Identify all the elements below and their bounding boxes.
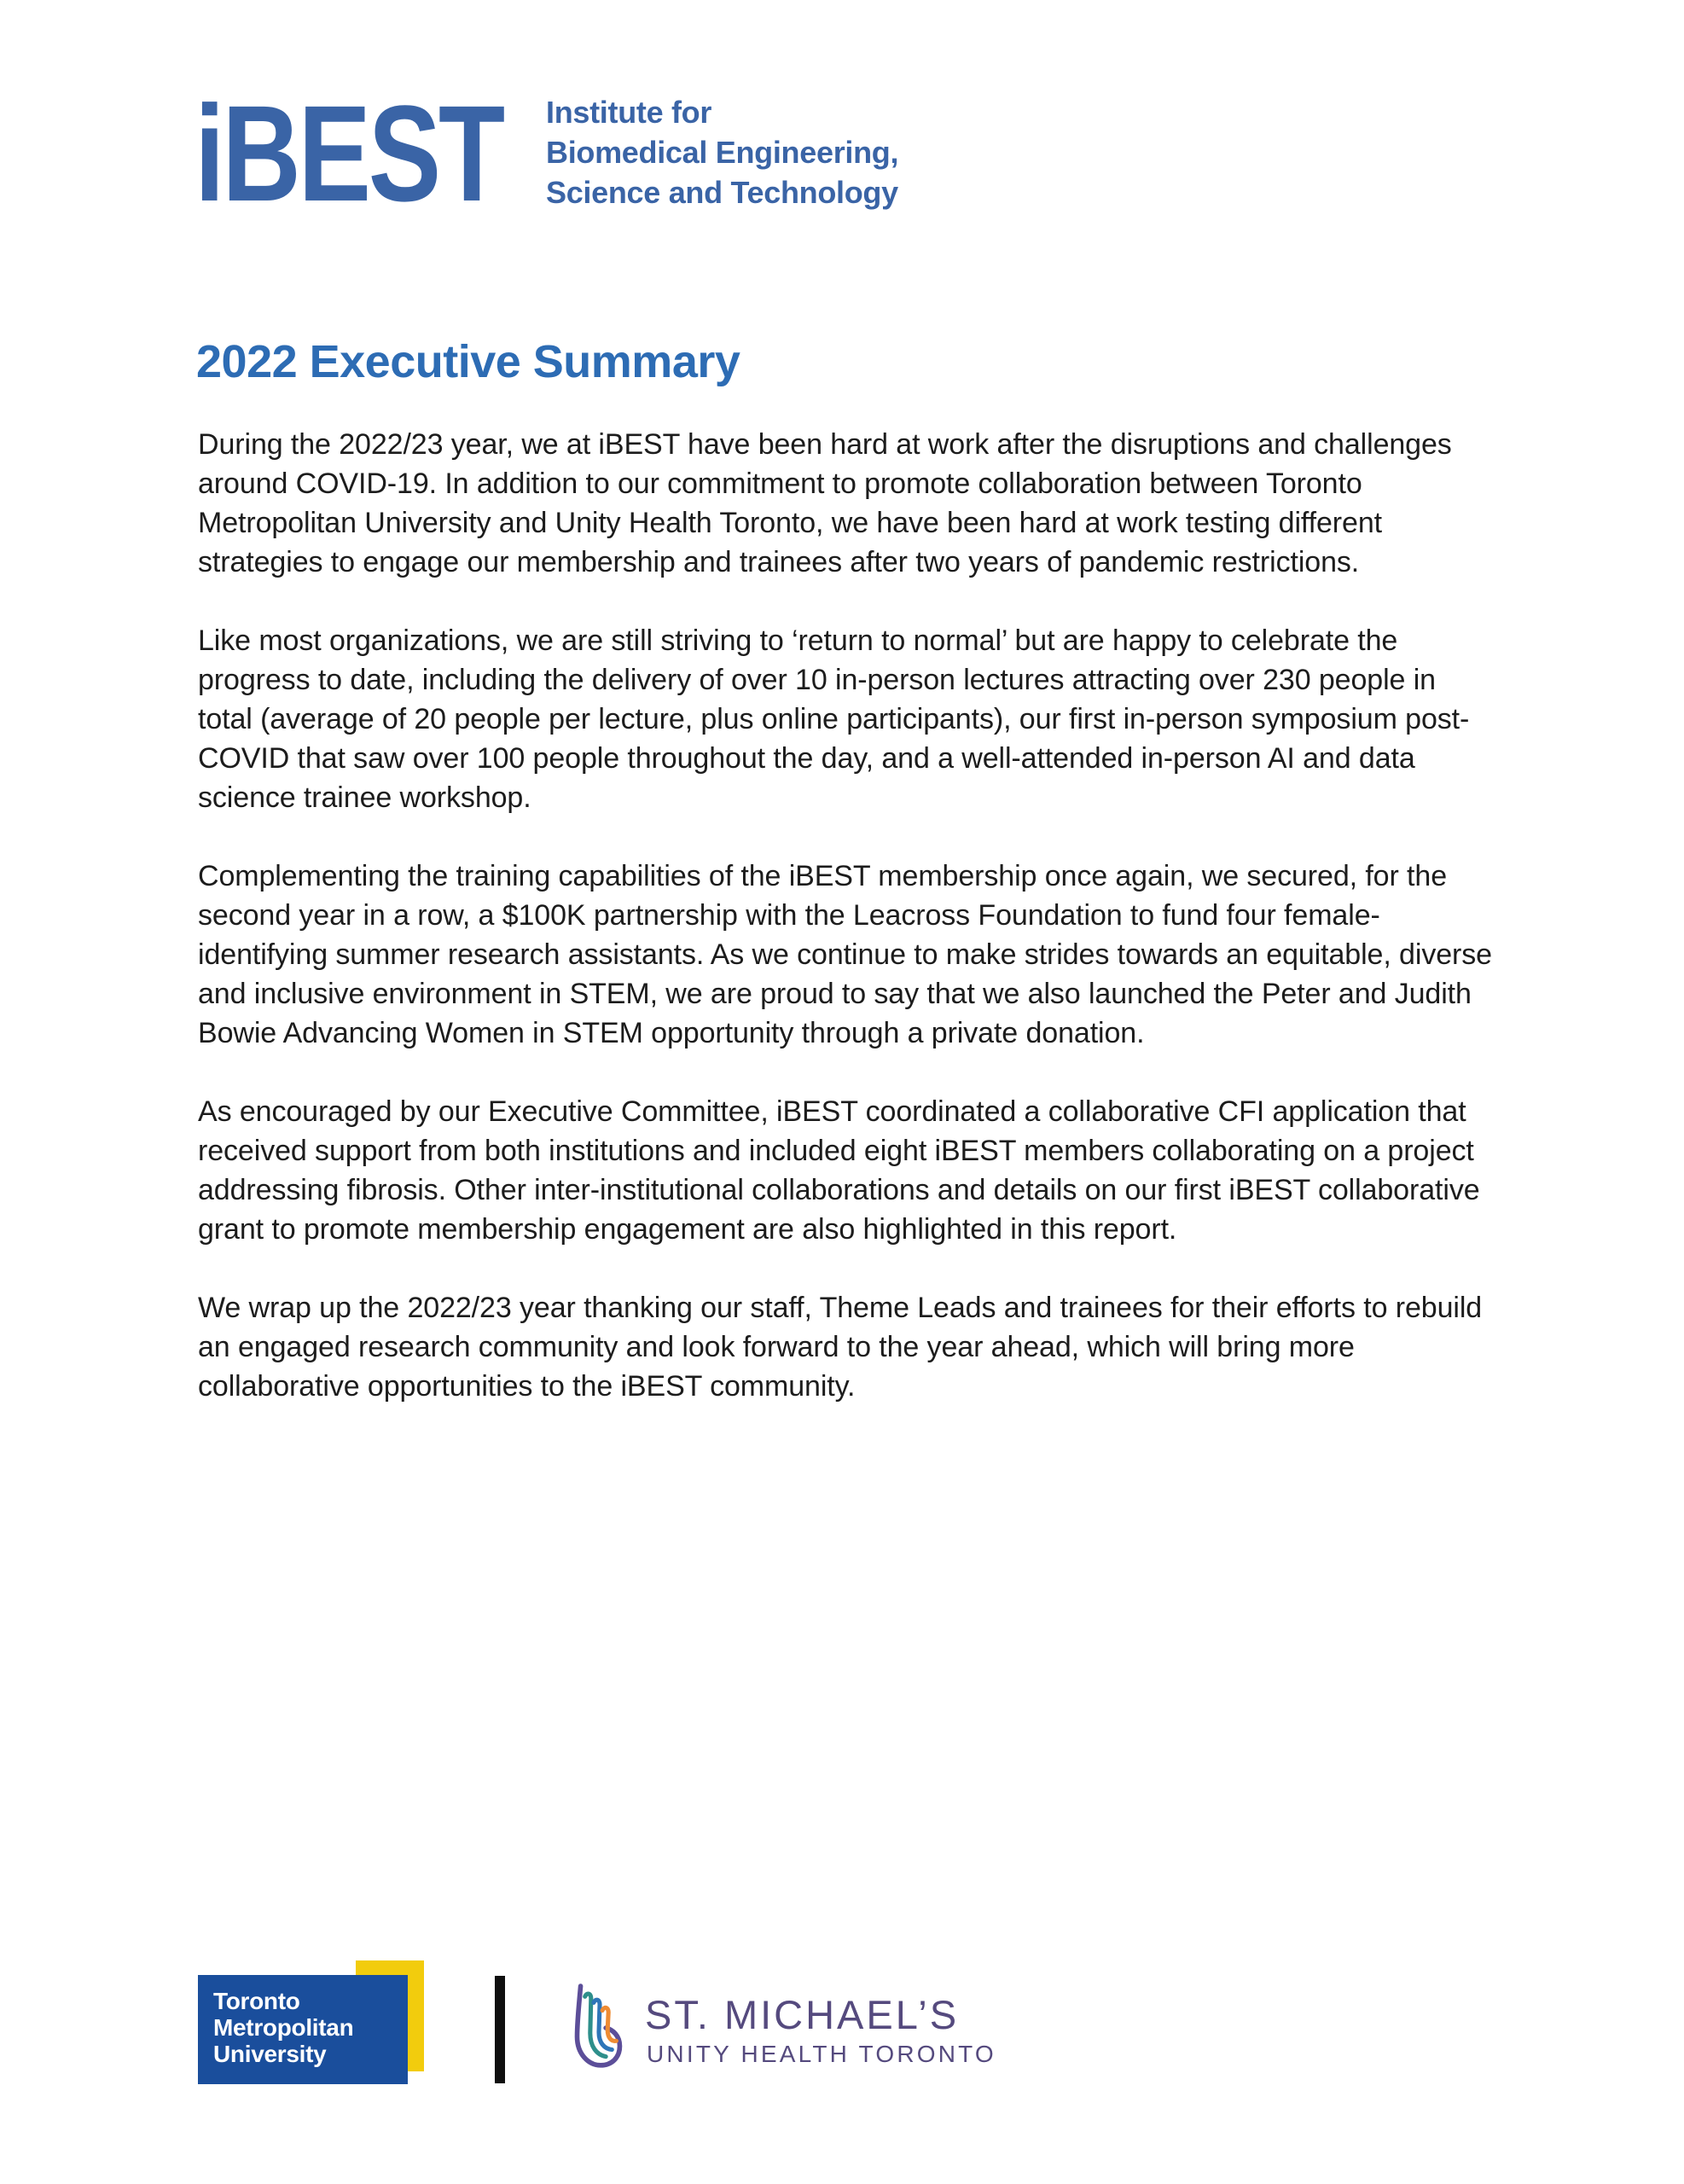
paragraph: We wrap up the 2022/23 year thanking our staff, Theme Leads and trainees for their efforts to rebuild an engaged research community and look forward to the year ahead, which will bring more collaborative opportunities to the iBEST community. [198,1292,1483,1403]
tmu-logo-line: Toronto [213,1988,300,2014]
tmu-logo-line: Metropolitan [213,2014,354,2041]
paragraph: During the 2022/23 year, we at iBEST have been hard at work after the disruptions and challenges around COVID-19. In addition to our commitment to promote collaboration between Toronto Metropolitan University and Unity Health Toronto, we have been hard at work testing different strategies to engage our membership and trainees after two years of pandemic restrictions. [198,428,1452,578]
tmu-logo [198,1975,408,2084]
ibest-logo-tagline [546,92,898,212]
tmu-logo-line: University [213,2041,327,2067]
st-michaels-logo-title: ST. MICHAEL’S [645,1992,960,2037]
st-michaels-droplet-icon [570,1984,628,2072]
ibest-logo-wordmark: iBEST [195,77,502,229]
tmu-logo-text [213,1988,408,2067]
paragraph: Complementing the training capabilities of the iBEST membership once again, we secured, for the second year in a row, a $100K partnership with the Leacross Foundation to fund four female-identifying summer research assistants. As we continue to make strides towards an equitable, diverse and inclusive environment in STEM, we are proud to say that we also launched the Peter and Judith Bowie Advancing Women in STEM opportunity through a private donation. [198,860,1492,1049]
paragraph: Like most organizations, we are still striving to ‘return to normal’ but are happy to celebrate the progress to date, including the delivery of over 10 in-person lectures attracting over 230 people in total (average of 20 people per lecture, plus online participants), our first in-person symposium post-COVID that saw over 100 people throughout the day, and a well-attended in-person AI and data science trainee workshop. [198,624,1470,814]
footer-divider [495,1976,505,2083]
tagline-line: Institute for [546,95,712,130]
executive-summary-body [198,425,1496,1445]
tagline-line: Science and Technology [546,175,898,210]
paragraph: As encouraged by our Executive Committee, iBEST coordinated a collaborative CFI application that received support from both institutions and included eight iBEST members collaborating on a project addressing fibrosis. Other inter-institutional collaborations and details on our first iBEST collaborative grant to promote membership engagement are also highlighted in this report. [198,1095,1480,1246]
st-michaels-logo-subtitle: UNITY HEALTH TORONTO [647,2041,996,2067]
page-title: 2022 Executive Summary [196,336,740,387]
tagline-line: Biomedical Engineering, [546,135,899,170]
